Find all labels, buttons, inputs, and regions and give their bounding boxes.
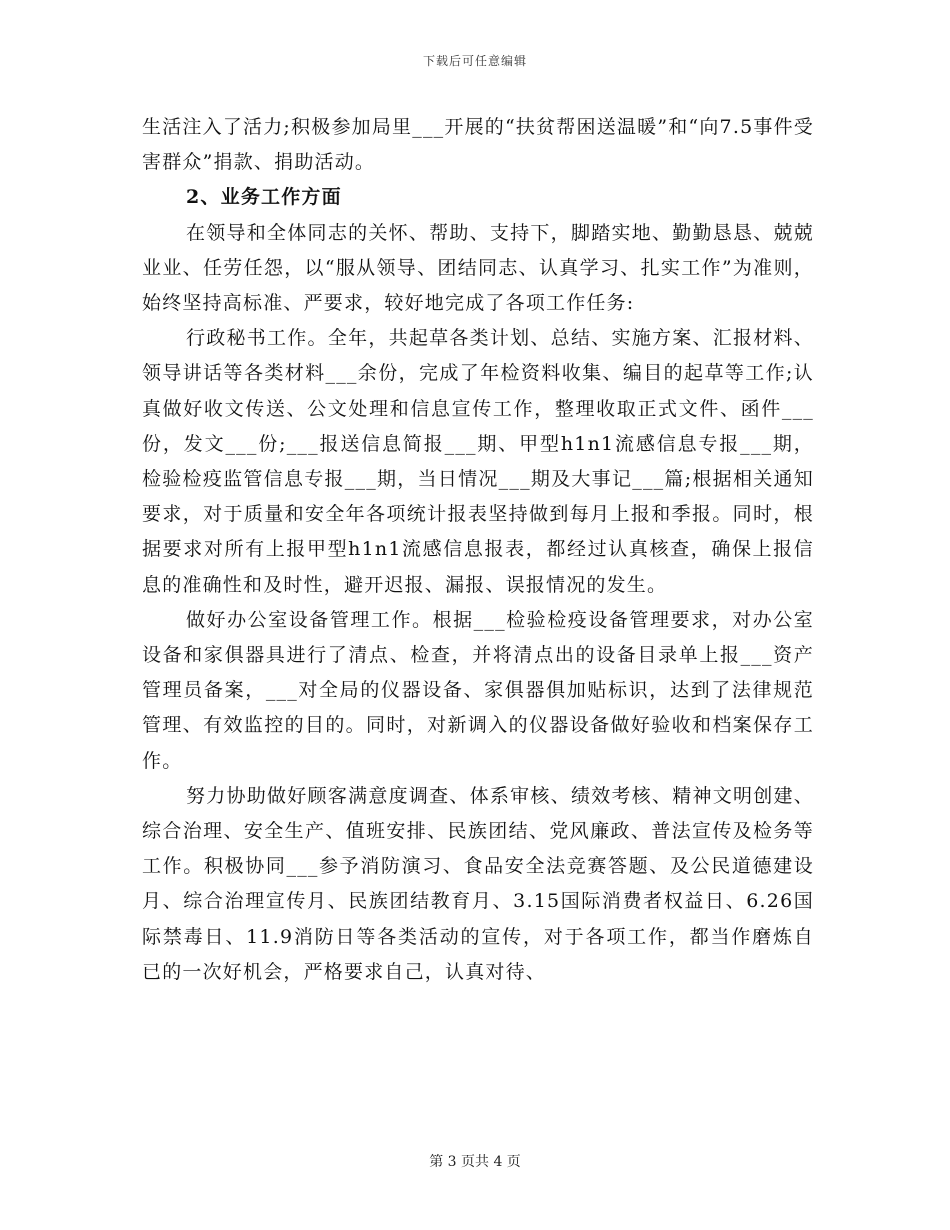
page-header: 下载后可任意编辑 [422,54,527,68]
paragraph-equipment-management: 做好办公室设备管理工作。根据___检验检疫设备管理要求，对办公室设备和家俱器具进行了清点、检查，并将清点出的设备目录单上报___资产管理员备案，___对全局的仪器设备、家俱器俱加贴标识，达到了法律规范管理、有效监控的目的。同时，对新调入的仪器设备做好验收和档案保存工作。 [142,608,814,772]
paragraph-secretary-work: 行政秘书工作。全年，共起草各类计划、总结、实施方案、汇报材料、领导讲话等各类材料___余份，完成了年检资料收集、编目的起草等工作;认真做好收文传送、公文处理和信息宣传工作，整理收取正式文件、函件___份，发文___份;___报送信息简报___期、甲型h1n1流感信息专报___期，检验检疫监管信息专报___期，当日情况___期及大事记___篇;根据相关通知要求，对于质量和安全年各项统计报表坚持做到每月上报和季报。同时，根据要求对所有上报甲型h1n1流感信息报表，都经过认真核查，确保上报信息的准确性和及时性，避开迟报、漏报、误报情况的发生。 [142,327,814,596]
document-body [142,110,814,990]
page-footer: 第 3 页共 4 页 [429,1154,521,1170]
paragraph-intro: 在领导和全体同志的关怀、帮助、支持下，脚踏实地、勤勤恳恳、兢兢业业、任劳任怨，以“服从领导、团结同志、认真学习、扎实工作”为准则，始终坚持高标准、严要求，较好地完成了各项工作任务: [142,221,814,315]
paragraph-continuation: 生活注入了活力;积极参加局里___开展的“扶贫帮困送温暖”和“向7.5事件受害群众”捐款、捐助活动。 [142,116,814,174]
section-heading: 2、业务工作方面 [186,186,342,209]
paragraph-assist-work: 努力协助做好顾客满意度调查、体系审核、绩效考核、精神文明创建、综合治理、安全生产、值班安排、民族团结、党风廉政、普法宣传及检务等工作。积极协同___参予消防演习、食品安全法竞赛答题、及公民道德建设月、综合治理宣传月、民族团结教育月、3.15国际消费者权益日、6.26国际禁毒日、11.9消防日等各类活动的宣传，对于各项工作，都当作磨炼自已的一次好机会，严格要求自己，认真对待、 [142,784,814,983]
